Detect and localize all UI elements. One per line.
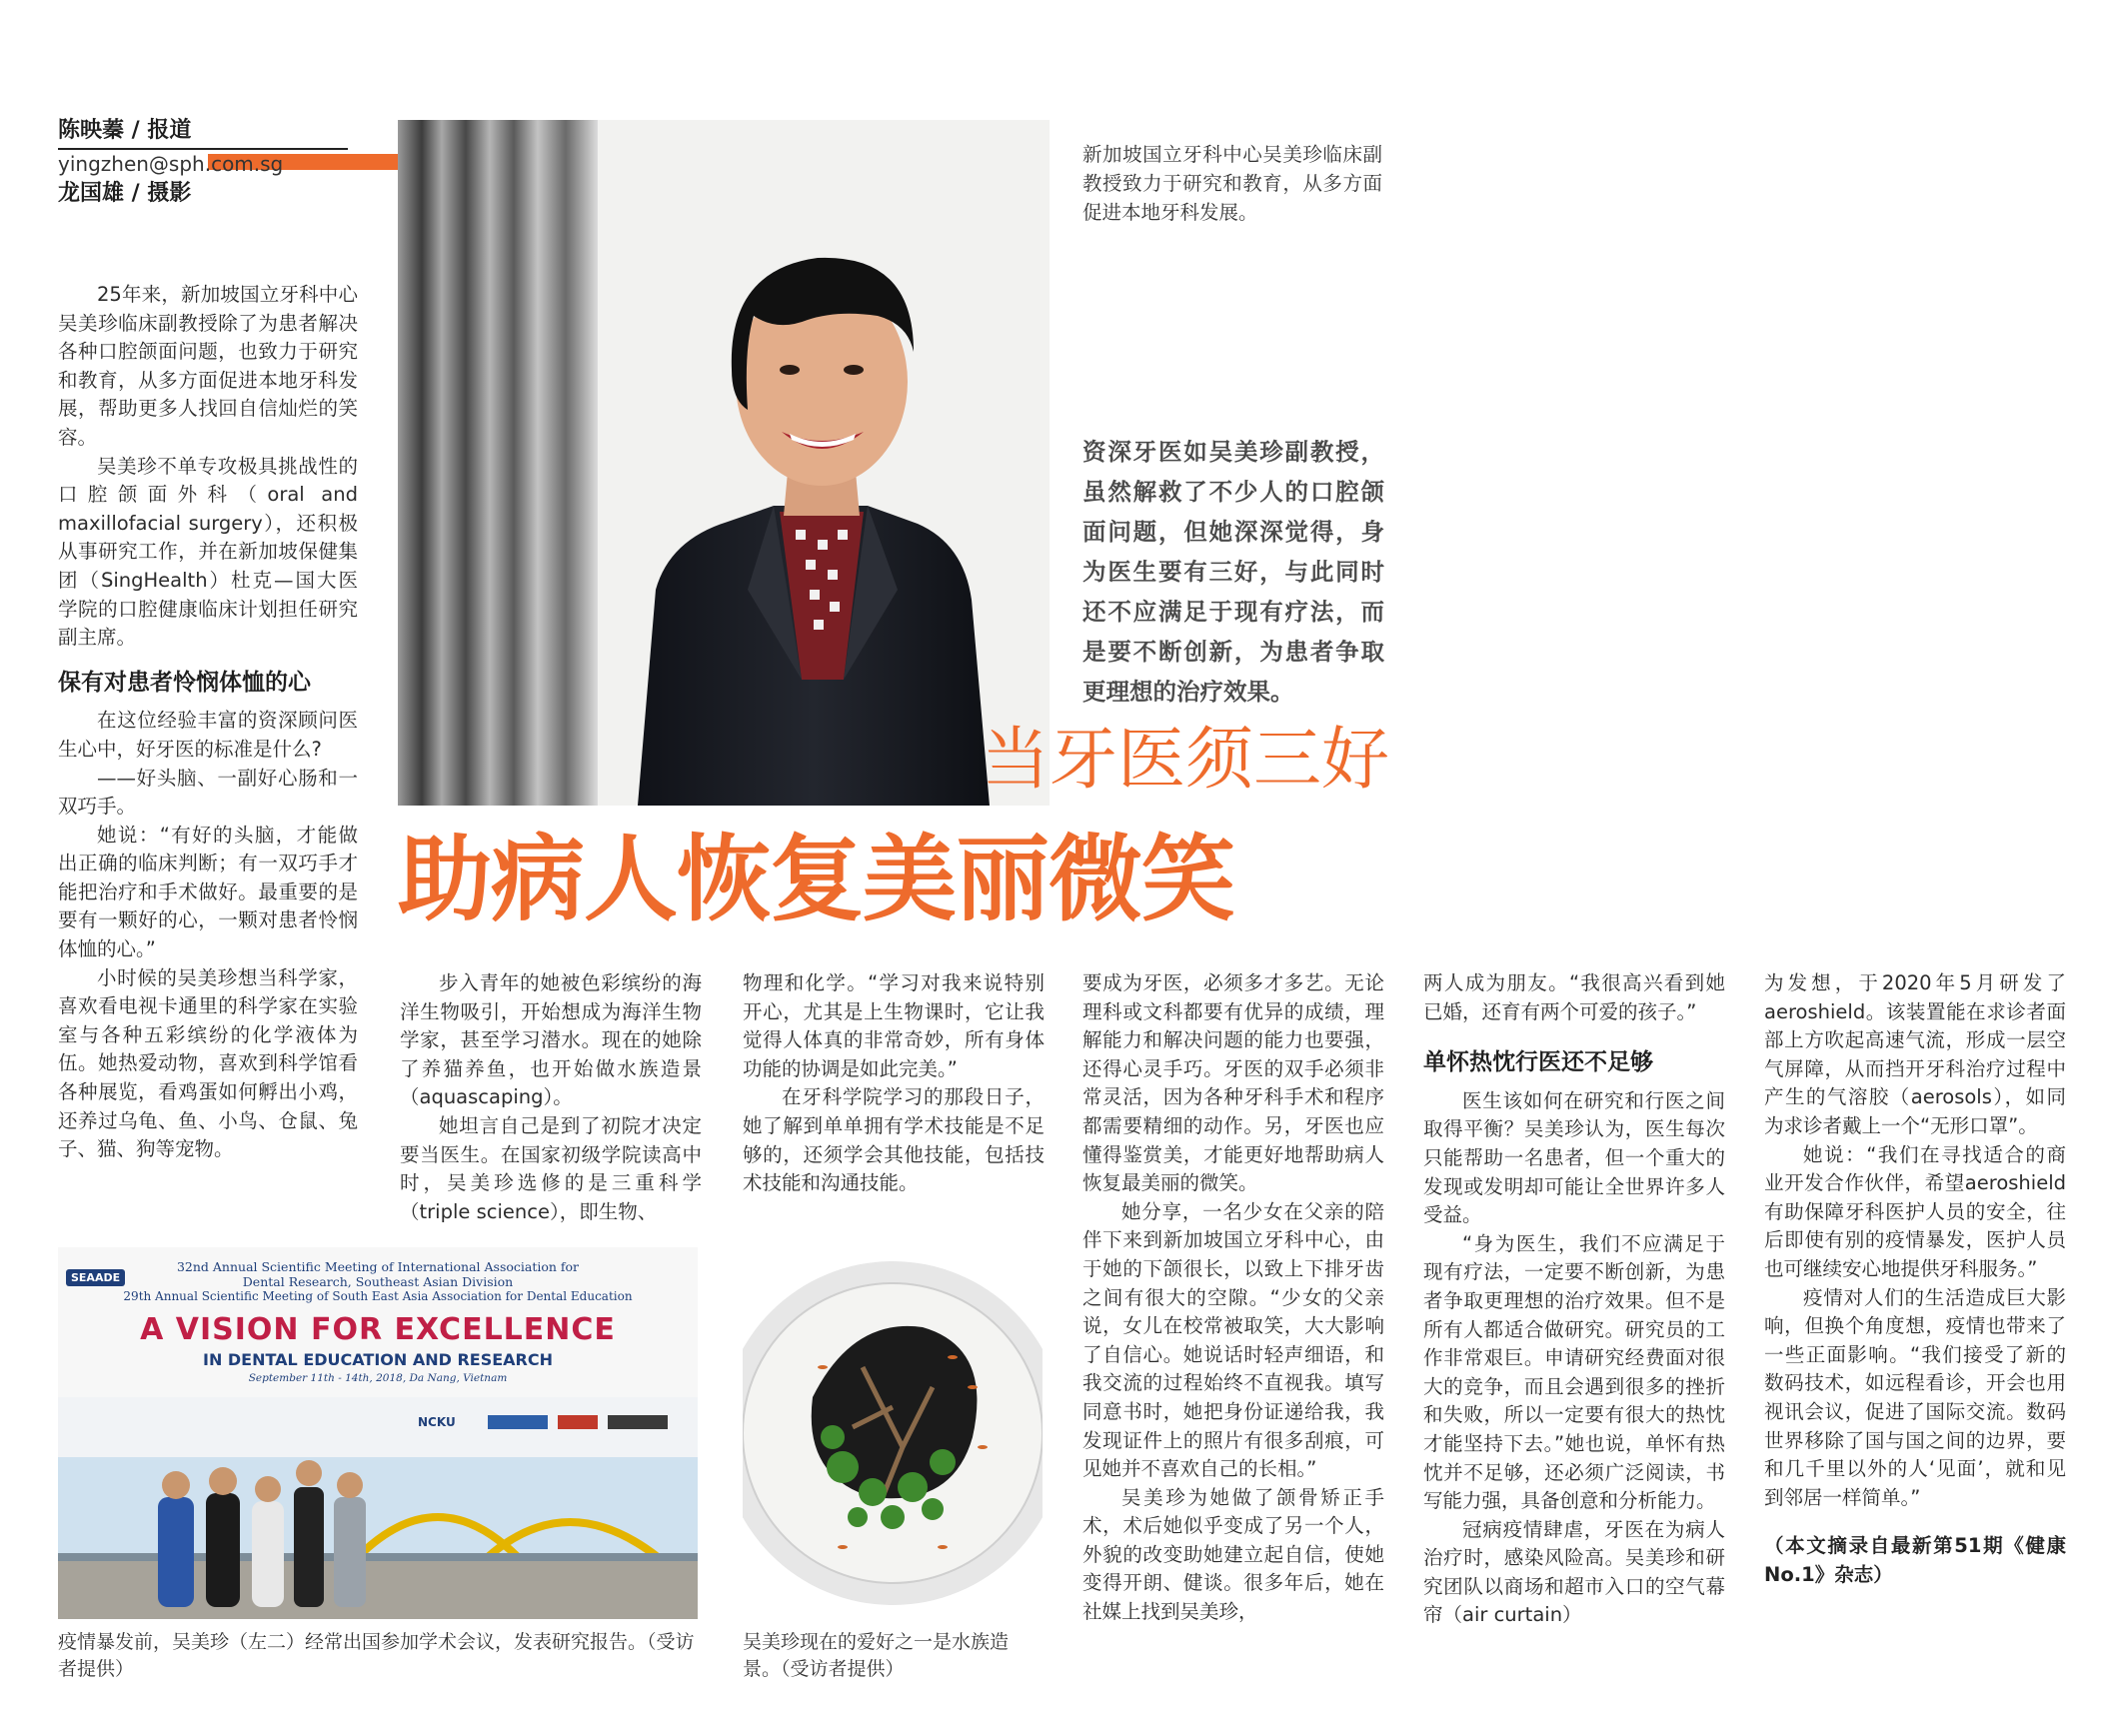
subheading: 保有对患者怜悯体恤的心 xyxy=(58,669,311,696)
paragraph: 要成为牙医，必须多才多艺。无论理科或文科都要有优异的成绩，理解能力和解决问题的能力也要强，还得心灵手巧。牙医的双手必须非常灵活，因为各种牙科手术和程序都需要精细的动作。另，牙医也应懂得鉴赏美，才能更好地帮助病人恢复最美丽的微笑。 xyxy=(1082,971,1384,1195)
sponsor-strip xyxy=(58,1397,698,1457)
paragraph: 她分享，一名少女在父亲的陪伴下来到新加坡国立牙科中心，由于她的下颌很长，以致上下排牙齿之间有很大的空隙。“少女的父亲说，女儿在校常被取笑，大大影响了自信心。她说话时轻声细语，和我交流的过程始终不直视我。填写同意书时，她把身份证递给我，我发现证件上的照片有很多刮痕，可见她并不喜欢自己的长相。” xyxy=(1082,1199,1384,1481)
banner-line-2: Dental Research, Southeast Asian Division xyxy=(242,1274,514,1289)
pull-quote: 资深牙医如吴美珍副教授，虽然解救了不少人的口腔颌面问题，但她深深觉得，身为医生要有三好，与此同时还不应满足于现有疗法，而是要不断创新，为患者争取更理想的治疗效果。 xyxy=(1082,438,1384,706)
article-column-3 xyxy=(743,969,1045,1198)
paragraph: 物理和化学。“学习对我来说特别开心，尤其是上生物课时，它让我觉得人体真的非常奇妙，所有身体功能的协调是如此完美。” xyxy=(743,971,1045,1080)
paragraph: 小时候的吴美珍想当科学家，喜欢看电视卡通里的科学家在实验室与各种五彩缤纷的化学液体为伍。她热爱动物，喜欢到科学馆看各种展览，看鸡蛋如何孵出小鸡，还养过乌龟、鱼、小鸟、仓鼠、兔子、猫、狗等宠物。 xyxy=(58,965,358,1161)
caption-conference: 疫情暴发前，吴美珍（左二）经常出国参加学术会议，发表研究报告。（受访者提供） xyxy=(58,1631,695,1680)
paragraph: 她说：“有好的头脑，才能做出正确的临床判断；有一双巧手才能把治疗和手术做好。最重要的是要有一颗好的心，一颗对患者怜悯体恤的心。” xyxy=(58,823,358,961)
paragraph: 步入青年的她被色彩缤纷的海洋生物吸引，开始想成为海洋生物学家，甚至学习潜水。现在的她除了养猫养鱼，也开始做水族造景（aquascaping）。 xyxy=(400,971,702,1109)
banner-tag: SEAADE xyxy=(66,1269,125,1286)
conference-banner xyxy=(58,1247,698,1397)
paragraph: 两人成为朋友。“我很高兴看到她已婚，还育有两个可爱的孩子。” xyxy=(1423,971,1725,1023)
article-column-2 xyxy=(400,969,702,1226)
byline-email[interactable]: yingzhen@sph.com.sg xyxy=(58,152,284,176)
banner-line-1: 32nd Annual Scientific Meeting of International Association for xyxy=(176,1259,580,1274)
aquascape-photo xyxy=(743,1247,1043,1619)
paragraph: 冠病疫情肆虐，牙医在为病人治疗时，感染风险高。吴美珍和研究团队以商场和超市入口的空气幕帘（air curtain） xyxy=(1423,1517,1725,1627)
paragraph: 为发想，于2020年5月研发了aeroshield。该装置能在求诊者面部上方吹起高速气流，形成一层空气屏障，从而挡开牙科治疗过程中产生的气溶胶（aerosols），如同为求诊者戴上一个“无形口罩”。 xyxy=(1764,971,2066,1137)
article-column-4 xyxy=(1082,969,1384,1627)
paragraph: 医生该如何在研究和行医之间取得平衡？吴美珍认为，医生每次只能帮助一名患者，但一个重大的发现或发明却可能让全世界许多人受益。 xyxy=(1423,1088,1725,1227)
paragraph: 吴美珍为她做了颌骨矫正手术，术后她似乎变成了另一个人，外貌的改变助她建立起自信，使她变得开朗、健谈。很多年后，她在社媒上找到吴美珍， xyxy=(1082,1485,1384,1624)
subheading: 单怀热忱行医还不足够 xyxy=(1423,1049,1653,1076)
banner-line-3: 29th Annual Scientific Meeting of South East Asia Association for Dental Education xyxy=(123,1289,633,1303)
article-column-1 xyxy=(58,281,358,1164)
banner-subtitle: IN DENTAL EDUCATION AND RESEARCH xyxy=(202,1350,553,1369)
paragraph: “身为医生，我们不应满足于现有疗法，一定要不断创新，为患者争取更理想的治疗效果。但不是所有人都适合做研究。研究员的工作非常艰巨。申请研究经费面对很大的竞争，而且会遇到很多的挫折和失败，所以一定要有很大的热忱才能坚持下去。”她也说，单怀有热忱并不足够，还必须广泛阅读，书写能力强，具备创意和分析能力。 xyxy=(1423,1231,1725,1513)
headline-kicker: 当牙医须三好 xyxy=(981,721,1389,800)
paragraph: 吴美珍不单专攻极具挑战性的口腔颌面外科（oral and maxillofacial surgery），还积极从事研究工作，并在新加坡保健集团（SingHealth）杜克—国大医学院的口腔健康临床计划担任研究副主席。 xyxy=(58,454,358,650)
bridge-backdrop xyxy=(58,1457,698,1619)
banner-title: A VISION FOR EXCELLENCE xyxy=(140,1312,616,1347)
headline-main: 助病人恢复美丽微笑 xyxy=(398,826,1235,934)
paragraph: 她坦言自己是到了初院才决定要当医生。在国家初级学院读高中时，吴美珍选修的是三重科学（triple science），即生物、 xyxy=(400,1113,702,1223)
aquascape-illustration xyxy=(743,1247,1043,1619)
byline xyxy=(58,116,358,210)
banner-date: September 11th - 14th, 2018, Da Nang, Vietnam xyxy=(248,1372,508,1384)
byline-photographer: 龙国雄 / 摄影 xyxy=(58,181,192,206)
paragraph: 在这位经验丰富的资深顾问医生心中，好牙医的标准是什么? xyxy=(58,709,358,761)
portrait-illustration xyxy=(398,120,1050,806)
paragraph: 她说：“我们在寻找适合的商业开发合作伙伴，希望aeroshield有助保障牙科医护人员的安全，往后即使有别的疫情暴发，医护人员也可继续安心地提供牙科服务。” xyxy=(1764,1142,2066,1280)
byline-reporter: 陈映蓁 / 报道 xyxy=(58,118,192,143)
article-column-6 xyxy=(1764,969,2066,1589)
conference-photo xyxy=(58,1247,698,1619)
photo-caption-top: 新加坡国立牙科中心吴美珍临床副教授致力于研究和教育，从多方面促进本地牙科发展。 xyxy=(1082,143,1382,224)
paragraph: 在牙科学院学习的那段日子，她了解到单单拥有学术技能是不足够的，还须学会其他技能，包括技术技能和沟通技能。 xyxy=(743,1085,1045,1195)
paragraph: 疫情对人们的生活造成巨大影响，但换个角度想，疫情也带来了一些正面影响。“我们接受了新的数码技术，如远程看诊，开会也用视讯会议，促进了国际交流。数码世界移除了国与国之间的边界，要和几千里以外的人‘见面’，就和见到邻居一样简单。” xyxy=(1764,1285,2066,1509)
paragraph: ——好头脑、一副好心肠和一双巧手。 xyxy=(58,766,358,819)
sponsor-logo: NCKU xyxy=(418,1415,456,1429)
article-column-5 xyxy=(1423,969,1725,1630)
source-note: （本文摘录自最新第51期《健康No.1》杂志） xyxy=(1764,1534,2066,1586)
paragraph: 25年来，新加坡国立牙科中心吴美珍临床副教授除了为患者解决各种口腔颌面问题，也致力于研究和教育，从多方面促进本地牙科发展，帮助更多人找回自信灿烂的笑容。 xyxy=(58,283,358,449)
caption-aquascape: 吴美珍现在的爱好之一是水族造景。（受访者提供） xyxy=(743,1631,1010,1680)
portrait-photo xyxy=(398,120,1050,806)
